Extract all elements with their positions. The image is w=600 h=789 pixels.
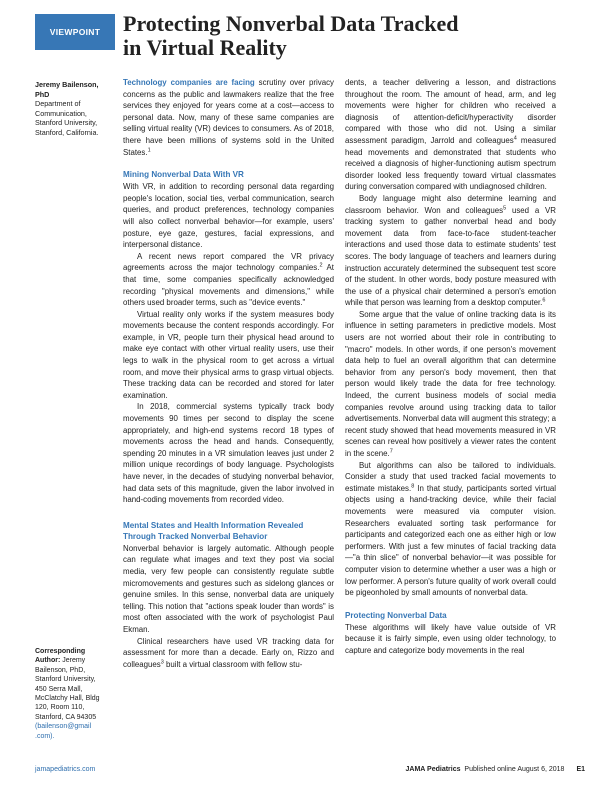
- article-title: [123, 12, 583, 60]
- title-line-1: Protecting Nonverbal Data Tracked: [123, 11, 459, 36]
- paragraph: Virtual reality only works if the system measures body movements because the content responds accordingly. For example, in VR, people turn their physical head around to make eye contact with other virtual reality users, use their legs to walk in the physical room to get across a virtual room, and move their physical arms to grasp virtual objects. These tracking data can be recorded and stored for later examination.: [123, 309, 334, 400]
- paragraph: These algorithms will likely have value outside of VR because it is fairly simple, even using older technology, to capture and categorize body movements in the real: [345, 622, 556, 655]
- paragraph: Clinical researchers have used VR tracking data for assessment for more than a decade. Early on, Rizzo and colleagues$^3$ built a virtual classroom with fellow stu-: [123, 636, 334, 669]
- section-heading-mental-states: Mental States and Health Information Revealed Through Tracked Nonverbal Behavior: [123, 520, 304, 541]
- paragraph: Some argue that the value of online tracking data is its influence in setting parameters in predictive models. Most users are not worried about their role in contributing to "macro" models. In other words, if one person's movement data help to fuel an overall algorithm that can determine behavior from any person's body movement, then that person would likely trade the data for free technology. Indeed, the current business models of social media companies revolve around using tracking data to tailor advertisements. Nonverbal data will augment this strategy; a recent study showed that head movements measured in VR scenes can reveal how positively a viewer rates the content in the scene.$^7$: [345, 309, 556, 458]
- title-line-2: in Virtual Reality: [123, 35, 287, 60]
- paragraph: dents, a teacher delivering a lesson, and distractions throughout the room. The amount of head, arm, and leg movements were higher for children who received a diagnosis of attention-deficit/hyperactivity disorder compared with those who did not. Using a similar assessment paradigm, Jarrold and colleagues$^4$ measured head movements and demonstrated that students who received a diagnosis of higher-functioning autism spectrum disorder looked less frequently toward virtual classmates during conversation compared with undiagnosed children.: [345, 78, 556, 192]
- author-name: Jeremy Bailenson, PhD: [35, 80, 99, 99]
- intro-paragraph: Technology companies are facing scrutiny over privacy concerns as the public and lawmakers realize that the free services they enjoyed for years come at a cost—access to personal data. Now, many of these same companies are selling virtual reality (VR) devices to consumers. As of 2018, there have been millions of systems sold in the United States.$^1$: [123, 78, 334, 157]
- paragraph: Body language might also determine learning and classroom behavior. Won and colleagues$^5$ used a VR tracking system to gather nonverbal head and body movement data from face-to-face student-teacher interactions and used those data to estimate students' test scores. The body language of teachers and learners during instruction accurately determined the subsequent test score of the student. In other words, body posture measured with the use of a physical chair determined a person's emotion while that person was learning from a desktop computer.$^6$: [345, 193, 556, 308]
- site-link[interactable]: jamapediatrics.com: [35, 766, 96, 773]
- section-heading-mining: Mining Nonverbal Data With VR: [123, 170, 244, 180]
- section-heading-protecting: Protecting Nonverbal Data: [345, 610, 447, 620]
- paragraph: But algorithms can also be tailored to individuals. Consider a study that used tracked facial movements to estimate mistakes.$^8$ In that study, participants sorted virtual objects using a hand-tracking device, while their facial movements were measured via computer vision. Researchers evaluated sorting task performance for participants and categorized each one as either high or low performers. With just a few minutes of facial tracking data—"a thin slice" of nonverbal behavior—it was possible for computer vision to determine whether a user was a high or low performer. A person's future quality of work overall could be pigeonholed by small amounts of nonverbal data.: [345, 460, 556, 598]
- page-footer: [35, 766, 585, 778]
- paragraph: With VR, in addition to recording personal data regarding people's location, social ties, verbal communication, search queries, and product preferences, technology companies will also collect nonverbal behavior—for example, users' posture, eye gaze, gestures, facial expressions, and interpersonal distance.: [123, 182, 334, 250]
- footer-journal-info: JAMA Pediatrics Published online August 6, 2018 E1: [405, 766, 585, 773]
- author-affiliation: Department of Communication, Stanford University, Stanford, California.: [35, 99, 99, 137]
- corresponding-author-block: Corresponding Author: Jeremy Bailenson, PhD, Stanford University, 450 Serra Mall, McClatchy Hall, Bldg 120, Room 110, Stanford, CA 94305 (bailenson@gmail .com).: [35, 648, 100, 740]
- paragraph: Nonverbal behavior is largely automatic. Although people can regulate what images and text they post via social media, very few people can consistently regulate subtle micromovements and gestures such as sidelong glances or genuine smiles. In this sense, nonverbal data are uniquely telling. This notion that "actions speak louder than words" is most often associated with the work of psychologist Paul Ekman.: [123, 543, 334, 634]
- paragraph: A recent news report compared the VR privacy agreements across the major technology companies.$^2$ At that time, some companies specifically acknowledged recording "physical movements and dimensions," while others used broader terms, such as "device events.": [123, 251, 334, 308]
- intro-lead: Technology companies are facing: [123, 78, 255, 87]
- author-email-link[interactable]: (bailenson@gmail .com).: [35, 723, 92, 740]
- paragraph: In 2018, commercial systems typically track body movements 90 times per second to display the scene appropriately, and high-end systems record 18 types of movements across the head and hands. Consequently, spending 20 minutes in a VR simulation leaves just under 2 million unique recordings of body language. Psychologists have never, in the decades of studying nonverbal behavior, had data sets of this magnitude, given the labor involved in hand-coding movements from recorded video.: [123, 402, 334, 505]
- viewpoint-badge: VIEWPOINT: [35, 14, 115, 50]
- author-block: [35, 80, 113, 138]
- column-1: [123, 77, 334, 670]
- column-2: [345, 77, 556, 657]
- page-number: E1: [576, 766, 585, 773]
